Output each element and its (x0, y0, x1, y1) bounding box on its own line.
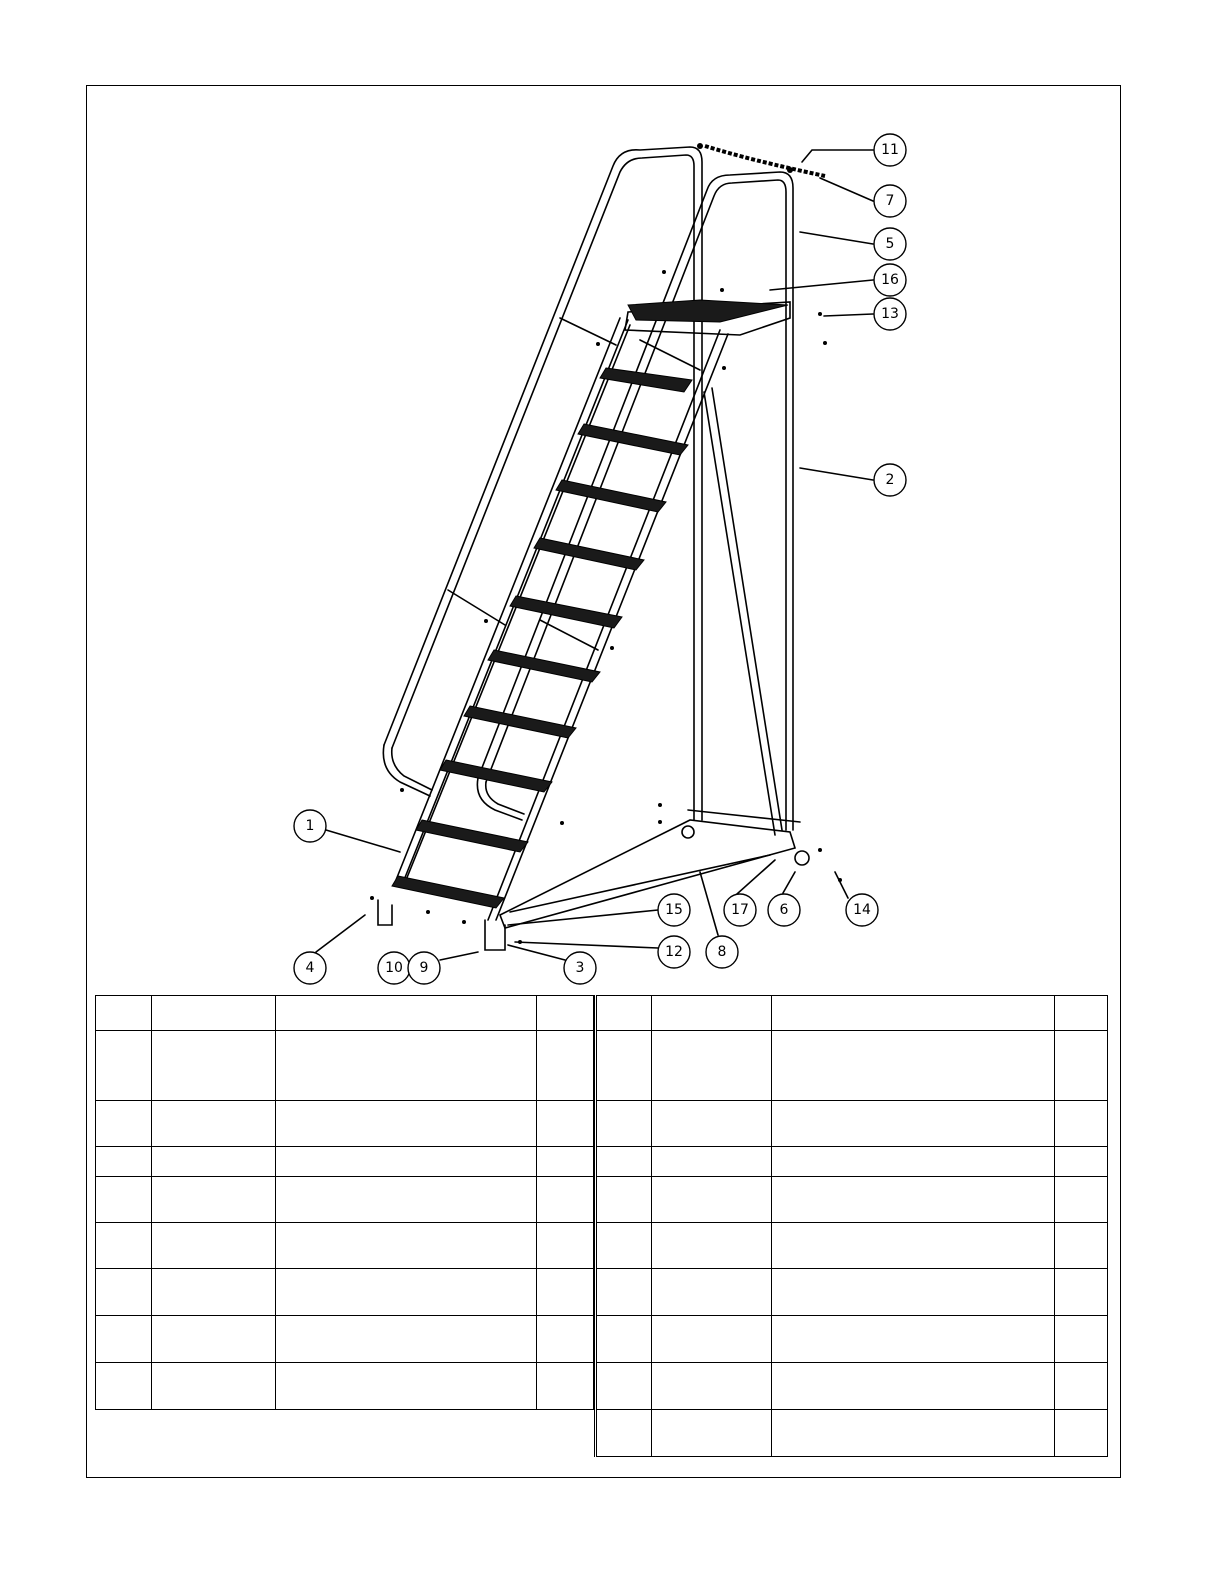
balloon-10 (378, 952, 410, 984)
svg-text:7: 7 (885, 193, 895, 209)
table-row (96, 1316, 594, 1363)
table-header-row (596, 996, 1108, 1031)
svg-text:4: 4 (305, 960, 315, 976)
bom-table-left (95, 995, 594, 1410)
svg-text:16: 16 (881, 272, 899, 288)
balloon-9 (408, 952, 440, 984)
table-row (596, 1223, 1108, 1269)
table-row (596, 1363, 1108, 1410)
svg-text:6: 6 (779, 902, 789, 918)
svg-text:11: 11 (881, 142, 899, 158)
table-row (96, 1223, 594, 1269)
table-row (596, 1269, 1108, 1316)
svg-text:5: 5 (885, 236, 895, 252)
svg-text:14: 14 (853, 902, 871, 918)
balloon-13 (874, 298, 906, 330)
bom-table-right (594, 995, 1108, 1457)
svg-text:1: 1 (305, 818, 315, 834)
balloon-3 (564, 952, 596, 984)
table-row (596, 1101, 1108, 1147)
balloon-14 (846, 894, 878, 926)
svg-text:2: 2 (885, 472, 895, 488)
table-row (596, 1177, 1108, 1223)
table-row (96, 1269, 594, 1316)
balloon-12 (658, 936, 690, 968)
table-row (596, 1147, 1108, 1177)
table-row (596, 1316, 1108, 1363)
balloon-7 (874, 185, 906, 217)
svg-text:17: 17 (731, 902, 749, 918)
table-row (96, 1147, 594, 1177)
balloon-15 (658, 894, 690, 926)
svg-text:8: 8 (717, 944, 727, 960)
balloon-8 (706, 936, 738, 968)
table-row (96, 1031, 594, 1101)
balloon-1 (294, 810, 326, 842)
svg-text:9: 9 (419, 960, 429, 976)
table-row (596, 1031, 1108, 1101)
table-row (96, 1101, 594, 1147)
balloon-11 (874, 134, 906, 166)
balloon-5 (874, 228, 906, 260)
balloon-2 (874, 464, 906, 496)
svg-text:13: 13 (881, 306, 899, 322)
balloon-4 (294, 952, 326, 984)
svg-text:3: 3 (575, 960, 585, 976)
svg-text:15: 15 (665, 902, 683, 918)
svg-text:12: 12 (665, 944, 683, 960)
balloon-16 (874, 264, 906, 296)
table-header-row (96, 996, 594, 1031)
svg-text:10: 10 (385, 960, 403, 976)
balloon-6 (768, 894, 800, 926)
balloon-17 (724, 894, 756, 926)
table-row (596, 1410, 1108, 1457)
table-row (96, 1177, 594, 1223)
table-row (96, 1363, 594, 1410)
